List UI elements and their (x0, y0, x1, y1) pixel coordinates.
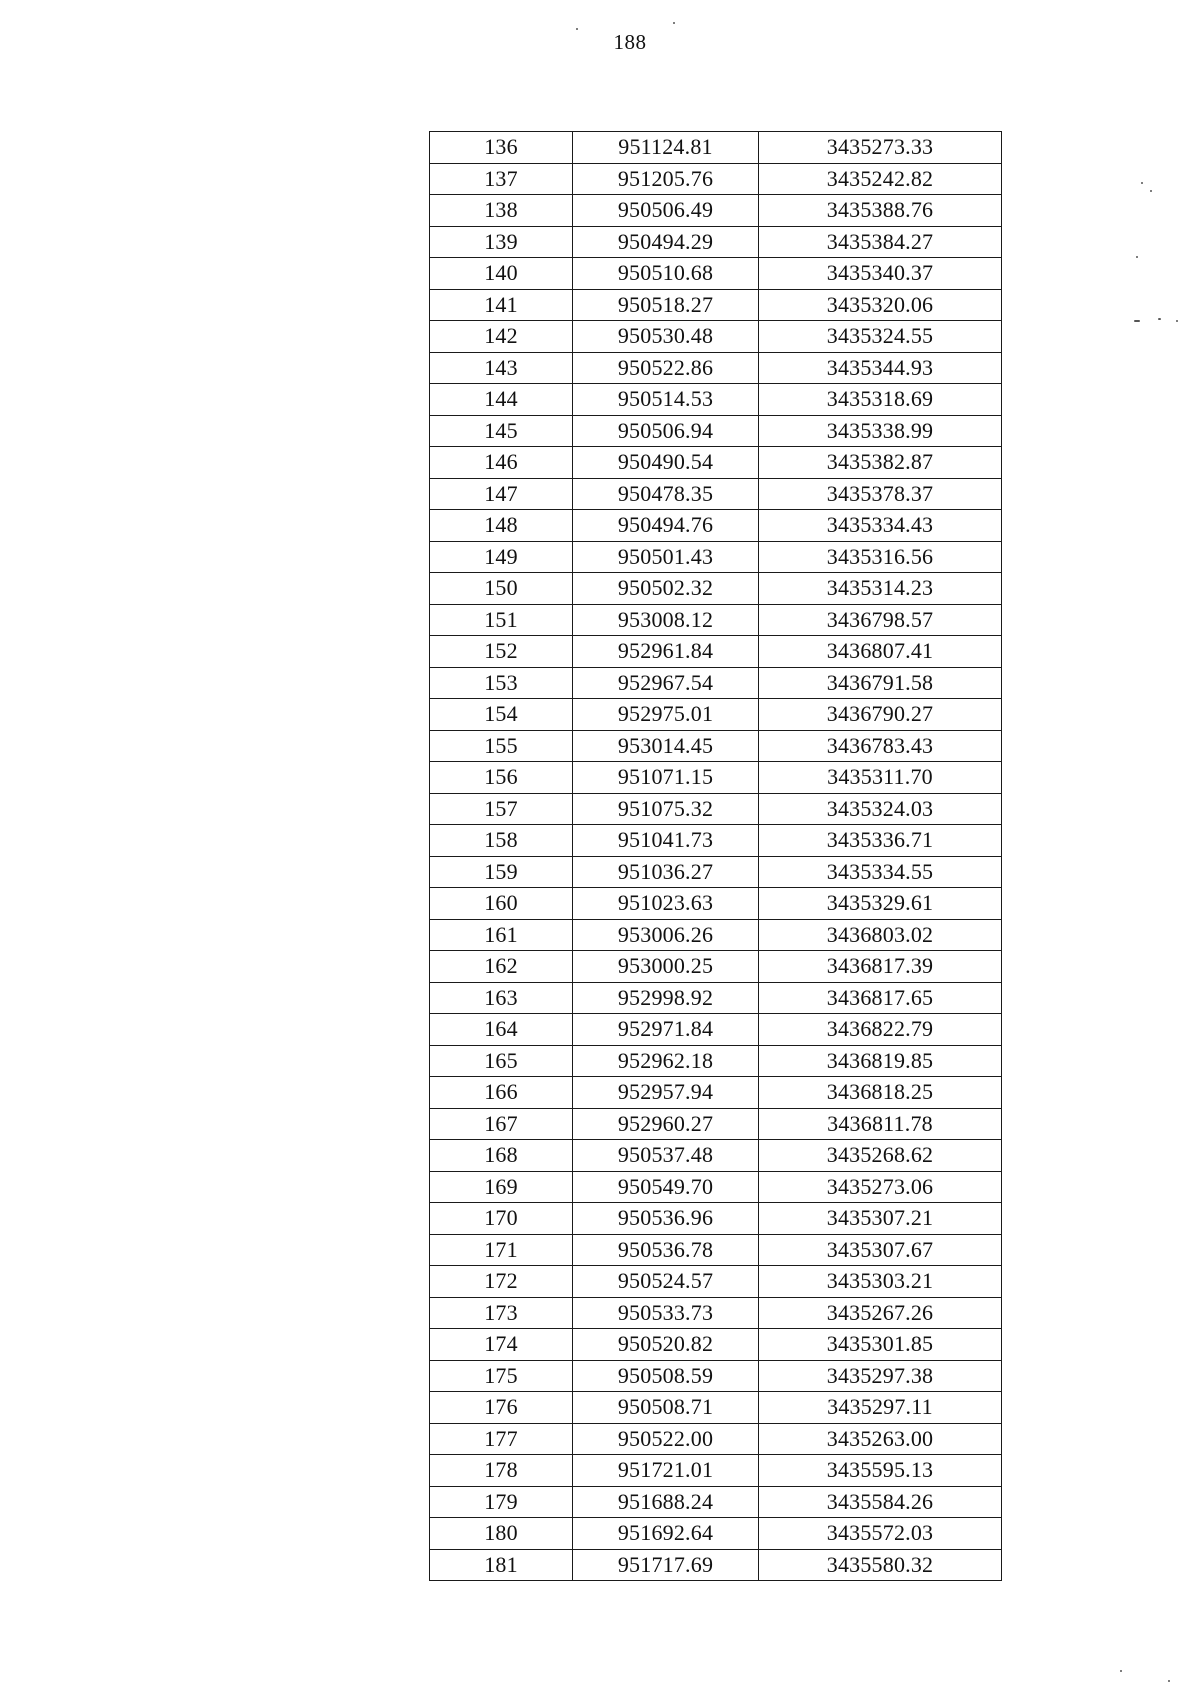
x-coordinate-cell: 950524.57 (573, 1266, 759, 1298)
y-coordinate-cell: 3436811.78 (759, 1108, 1002, 1140)
point-number-cell: 164 (430, 1014, 573, 1046)
x-coordinate-cell: 950506.94 (573, 415, 759, 447)
table-row (430, 604, 1002, 636)
table-row (430, 352, 1002, 384)
point-number-cell: 171 (430, 1234, 573, 1266)
x-coordinate-cell: 950506.49 (573, 195, 759, 227)
point-number-cell: 169 (430, 1171, 573, 1203)
y-coordinate-cell: 3435316.56 (759, 541, 1002, 573)
scan-speck (1150, 190, 1152, 192)
y-coordinate-cell: 3435344.93 (759, 352, 1002, 384)
point-number-cell: 176 (430, 1392, 573, 1424)
point-number-cell: 173 (430, 1297, 573, 1329)
y-coordinate-cell: 3435382.87 (759, 447, 1002, 479)
point-number-cell: 149 (430, 541, 573, 573)
point-number-cell: 178 (430, 1455, 573, 1487)
y-coordinate-cell: 3435324.03 (759, 793, 1002, 825)
point-number-cell: 145 (430, 415, 573, 447)
y-coordinate-cell: 3435307.21 (759, 1203, 1002, 1235)
x-coordinate-cell: 950494.29 (573, 226, 759, 258)
point-number-cell: 150 (430, 573, 573, 605)
scan-speck (1136, 256, 1138, 258)
point-number-cell: 179 (430, 1486, 573, 1518)
table-row (430, 1234, 1002, 1266)
point-number-cell: 138 (430, 195, 573, 227)
x-coordinate-cell: 950510.68 (573, 258, 759, 290)
table-row (430, 195, 1002, 227)
point-number-cell: 154 (430, 699, 573, 731)
x-coordinate-cell: 953008.12 (573, 604, 759, 636)
point-number-cell: 175 (430, 1360, 573, 1392)
x-coordinate-cell: 950514.53 (573, 384, 759, 416)
x-coordinate-cell: 951124.81 (573, 132, 759, 164)
table-row (430, 163, 1002, 195)
x-coordinate-cell: 951023.63 (573, 888, 759, 920)
point-number-cell: 181 (430, 1549, 573, 1581)
table-row (430, 1549, 1002, 1581)
point-number-cell: 140 (430, 258, 573, 290)
point-number-cell: 136 (430, 132, 573, 164)
y-coordinate-cell: 3435263.00 (759, 1423, 1002, 1455)
y-coordinate-cell: 3436818.25 (759, 1077, 1002, 1109)
table-row (430, 1360, 1002, 1392)
y-coordinate-cell: 3435318.69 (759, 384, 1002, 416)
x-coordinate-cell: 952998.92 (573, 982, 759, 1014)
y-coordinate-cell: 3435338.99 (759, 415, 1002, 447)
y-coordinate-cell: 3435384.27 (759, 226, 1002, 258)
x-coordinate-cell: 952962.18 (573, 1045, 759, 1077)
table-row (430, 478, 1002, 510)
x-coordinate-cell: 953000.25 (573, 951, 759, 983)
y-coordinate-cell: 3436817.39 (759, 951, 1002, 983)
table-row (430, 573, 1002, 605)
scan-speck (673, 22, 675, 24)
point-number-cell: 174 (430, 1329, 573, 1361)
y-coordinate-cell: 3435297.11 (759, 1392, 1002, 1424)
scan-speck (576, 28, 578, 30)
y-coordinate-cell: 3436817.65 (759, 982, 1002, 1014)
table-row (430, 1266, 1002, 1298)
y-coordinate-cell: 3435324.55 (759, 321, 1002, 353)
point-number-cell: 157 (430, 793, 573, 825)
x-coordinate-cell: 952975.01 (573, 699, 759, 731)
point-number-cell: 156 (430, 762, 573, 794)
y-coordinate-cell: 3435311.70 (759, 762, 1002, 794)
point-number-cell: 170 (430, 1203, 573, 1235)
x-coordinate-cell: 952957.94 (573, 1077, 759, 1109)
point-number-cell: 137 (430, 163, 573, 195)
coordinates-table (429, 131, 1002, 1581)
x-coordinate-cell: 950518.27 (573, 289, 759, 321)
scan-speck (1134, 320, 1140, 322)
point-number-cell: 144 (430, 384, 573, 416)
table-row (430, 1518, 1002, 1550)
point-number-cell: 168 (430, 1140, 573, 1172)
table-row (430, 699, 1002, 731)
y-coordinate-cell: 3436822.79 (759, 1014, 1002, 1046)
point-number-cell: 163 (430, 982, 573, 1014)
x-coordinate-cell: 952967.54 (573, 667, 759, 699)
x-coordinate-cell: 950530.48 (573, 321, 759, 353)
x-coordinate-cell: 951717.69 (573, 1549, 759, 1581)
x-coordinate-cell: 951721.01 (573, 1455, 759, 1487)
x-coordinate-cell: 950536.96 (573, 1203, 759, 1235)
y-coordinate-cell: 3435572.03 (759, 1518, 1002, 1550)
y-coordinate-cell: 3435334.43 (759, 510, 1002, 542)
point-number-cell: 147 (430, 478, 573, 510)
table-row (430, 1014, 1002, 1046)
point-number-cell: 166 (430, 1077, 573, 1109)
scan-speck (1120, 1670, 1122, 1672)
table-row (430, 1203, 1002, 1235)
table-row (430, 1392, 1002, 1424)
table-row (430, 541, 1002, 573)
table-row (430, 762, 1002, 794)
scan-speck (1141, 182, 1143, 184)
x-coordinate-cell: 952961.84 (573, 636, 759, 668)
table-row (430, 226, 1002, 258)
y-coordinate-cell: 3435267.26 (759, 1297, 1002, 1329)
table-row (430, 415, 1002, 447)
point-number-cell: 153 (430, 667, 573, 699)
y-coordinate-cell: 3435314.23 (759, 573, 1002, 605)
table-row (430, 510, 1002, 542)
point-number-cell: 161 (430, 919, 573, 951)
y-coordinate-cell: 3435334.55 (759, 856, 1002, 888)
point-number-cell: 143 (430, 352, 573, 384)
x-coordinate-cell: 953006.26 (573, 919, 759, 951)
y-coordinate-cell: 3435297.38 (759, 1360, 1002, 1392)
point-number-cell: 159 (430, 856, 573, 888)
table-row (430, 919, 1002, 951)
table-row (430, 1140, 1002, 1172)
y-coordinate-cell: 3435320.06 (759, 289, 1002, 321)
table-row (430, 132, 1002, 164)
x-coordinate-cell: 950522.00 (573, 1423, 759, 1455)
y-coordinate-cell: 3436819.85 (759, 1045, 1002, 1077)
page-number: 188 (613, 30, 647, 54)
scan-speck (1168, 1680, 1170, 1682)
point-number-cell: 142 (430, 321, 573, 353)
x-coordinate-cell: 950478.35 (573, 478, 759, 510)
point-number-cell: 139 (430, 226, 573, 258)
point-number-cell: 167 (430, 1108, 573, 1140)
y-coordinate-cell: 3436807.41 (759, 636, 1002, 668)
point-number-cell: 152 (430, 636, 573, 668)
scan-speck (1158, 318, 1161, 320)
x-coordinate-cell: 951041.73 (573, 825, 759, 857)
table-row (430, 825, 1002, 857)
point-number-cell: 160 (430, 888, 573, 920)
table-row (430, 384, 1002, 416)
point-number-cell: 177 (430, 1423, 573, 1455)
y-coordinate-cell: 3436791.58 (759, 667, 1002, 699)
table-row (430, 258, 1002, 290)
x-coordinate-cell: 951075.32 (573, 793, 759, 825)
x-coordinate-cell: 950549.70 (573, 1171, 759, 1203)
table-row (430, 1108, 1002, 1140)
point-number-cell: 172 (430, 1266, 573, 1298)
x-coordinate-cell: 951205.76 (573, 163, 759, 195)
table-row (430, 856, 1002, 888)
y-coordinate-cell: 3435273.06 (759, 1171, 1002, 1203)
table-row (430, 1171, 1002, 1203)
table-row (430, 447, 1002, 479)
y-coordinate-cell: 3435584.26 (759, 1486, 1002, 1518)
table-row (430, 730, 1002, 762)
table-row (430, 1423, 1002, 1455)
x-coordinate-cell: 950494.76 (573, 510, 759, 542)
x-coordinate-cell: 950502.32 (573, 573, 759, 605)
point-number-cell: 146 (430, 447, 573, 479)
point-number-cell: 148 (430, 510, 573, 542)
point-number-cell: 162 (430, 951, 573, 983)
table-row (430, 289, 1002, 321)
y-coordinate-cell: 3436798.57 (759, 604, 1002, 636)
x-coordinate-cell: 950536.78 (573, 1234, 759, 1266)
table-row (430, 1045, 1002, 1077)
y-coordinate-cell: 3435301.85 (759, 1329, 1002, 1361)
x-coordinate-cell: 950537.48 (573, 1140, 759, 1172)
point-number-cell: 180 (430, 1518, 573, 1550)
x-coordinate-cell: 950508.59 (573, 1360, 759, 1392)
point-number-cell: 165 (430, 1045, 573, 1077)
y-coordinate-cell: 3436803.02 (759, 919, 1002, 951)
y-coordinate-cell: 3435340.37 (759, 258, 1002, 290)
y-coordinate-cell: 3435303.21 (759, 1266, 1002, 1298)
table-row (430, 888, 1002, 920)
point-number-cell: 158 (430, 825, 573, 857)
coordinates-table-body (430, 132, 1002, 1581)
point-number-cell: 151 (430, 604, 573, 636)
table-row (430, 1329, 1002, 1361)
x-coordinate-cell: 951071.15 (573, 762, 759, 794)
table-row (430, 636, 1002, 668)
y-coordinate-cell: 3435273.33 (759, 132, 1002, 164)
x-coordinate-cell: 950522.86 (573, 352, 759, 384)
table-row (430, 1486, 1002, 1518)
x-coordinate-cell: 951692.64 (573, 1518, 759, 1550)
x-coordinate-cell: 951036.27 (573, 856, 759, 888)
y-coordinate-cell: 3435242.82 (759, 163, 1002, 195)
y-coordinate-cell: 3435329.61 (759, 888, 1002, 920)
point-number-cell: 141 (430, 289, 573, 321)
table-row (430, 793, 1002, 825)
x-coordinate-cell: 950508.71 (573, 1392, 759, 1424)
scan-speck (1176, 320, 1178, 322)
table-row (430, 951, 1002, 983)
y-coordinate-cell: 3435580.32 (759, 1549, 1002, 1581)
x-coordinate-cell: 950520.82 (573, 1329, 759, 1361)
y-coordinate-cell: 3435378.37 (759, 478, 1002, 510)
table-row (430, 667, 1002, 699)
table-row (430, 982, 1002, 1014)
y-coordinate-cell: 3435268.62 (759, 1140, 1002, 1172)
table-row (430, 1455, 1002, 1487)
y-coordinate-cell: 3435388.76 (759, 195, 1002, 227)
x-coordinate-cell: 951688.24 (573, 1486, 759, 1518)
x-coordinate-cell: 952971.84 (573, 1014, 759, 1046)
table-row (430, 1297, 1002, 1329)
x-coordinate-cell: 950490.54 (573, 447, 759, 479)
y-coordinate-cell: 3435595.13 (759, 1455, 1002, 1487)
x-coordinate-cell: 950533.73 (573, 1297, 759, 1329)
table-row (430, 321, 1002, 353)
table-row (430, 1077, 1002, 1109)
y-coordinate-cell: 3435336.71 (759, 825, 1002, 857)
y-coordinate-cell: 3436790.27 (759, 699, 1002, 731)
y-coordinate-cell: 3435307.67 (759, 1234, 1002, 1266)
y-coordinate-cell: 3436783.43 (759, 730, 1002, 762)
x-coordinate-cell: 950501.43 (573, 541, 759, 573)
x-coordinate-cell: 952960.27 (573, 1108, 759, 1140)
x-coordinate-cell: 953014.45 (573, 730, 759, 762)
point-number-cell: 155 (430, 730, 573, 762)
